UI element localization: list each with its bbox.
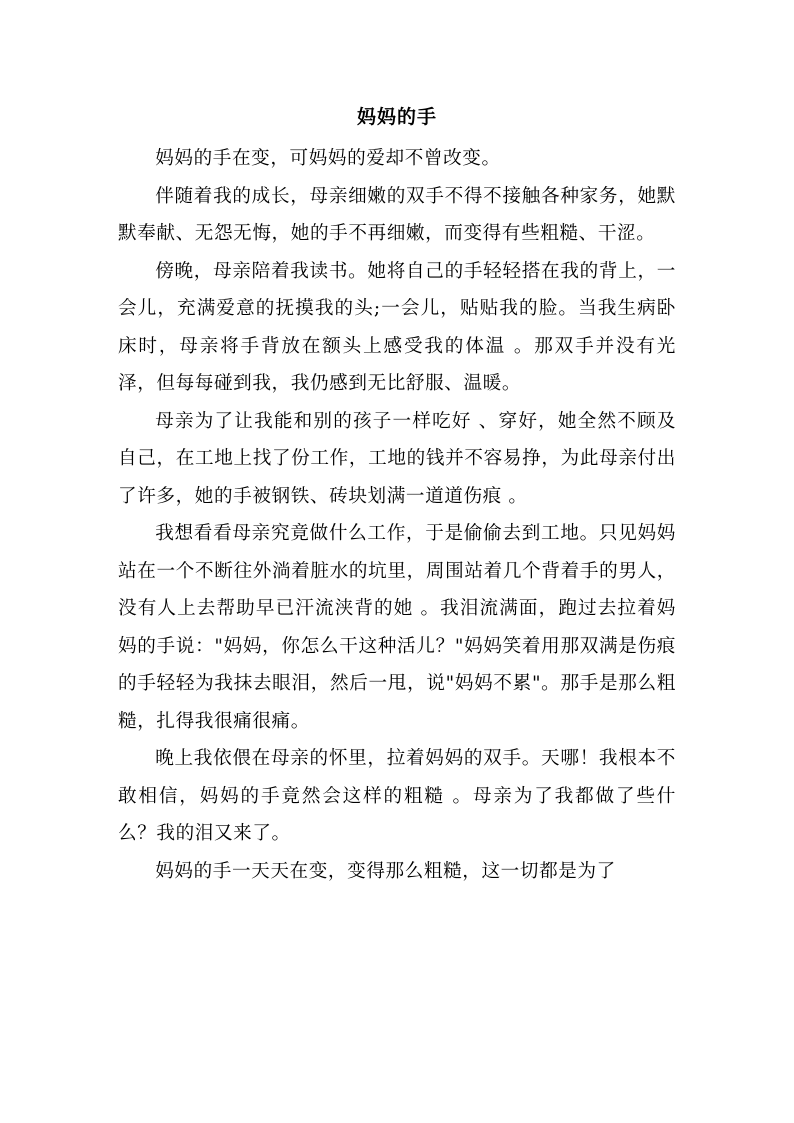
paragraph-5: 我想看看母亲究竟做什么工作，于是偷偷去到工地。只见妈妈站在一个不断往外淌着脏水的坑里，周围站着几个背着手的男人，没有人上去帮助早已汗流浃背的她 。我泪流满面，跑过去拉着妈妈的手说："妈妈，你怎么干这种活儿？"妈妈笑着用那双满是伤痕的手轻轻为我抹去眼泪，然后一甩，说"妈妈不累"。那手是那么粗糙，扎得我很痛很痛。 [118,523,676,732]
document-title: 妈妈的手 [356,106,437,128]
paragraph-6: 晚上我依偎在母亲的怀里，拉着妈妈的双手。天哪！我根本不敢相信，妈妈的手竟然会这样的粗糙 。母亲为了我都做了些什么？我的泪又来了。 [118,748,676,844]
document-page [118,104,676,890]
paragraph-1: 妈妈的手在变，可妈妈的爱却不曾改变。 [155,148,501,169]
paragraph-3: 傍晚，母亲陪着我读书。她将自己的手轻轻搭在我的背上，一会儿，充满爱意的抚摸我的头;一会儿，贴贴我的脸。当我生病卧床时，母亲将手背放在额头上感受我的体温 。那双手并没有光泽，但每每碰到我，我仍感到无比舒服、温暖。 [118,260,676,394]
paragraph-4: 母亲为了让我能和别的孩子一样吃好 、穿好，她全然不顾及自己，在工地上找了份工作，工地的钱并不容易挣，为此母亲付出了许多，她的手被钢铁、砖块划满一道道伤痕 。 [118,410,676,507]
paragraph-2: 伴随着我的成长，母亲细嫩的双手不得不接触各种家务，她默默奉献、无怨无悔，她的手不再细嫩，而变得有些粗糙、干涩。 [118,185,676,244]
paragraph-7: 妈妈的手一天天在变，变得那么粗糙，这一切都是为了 [155,860,616,882]
